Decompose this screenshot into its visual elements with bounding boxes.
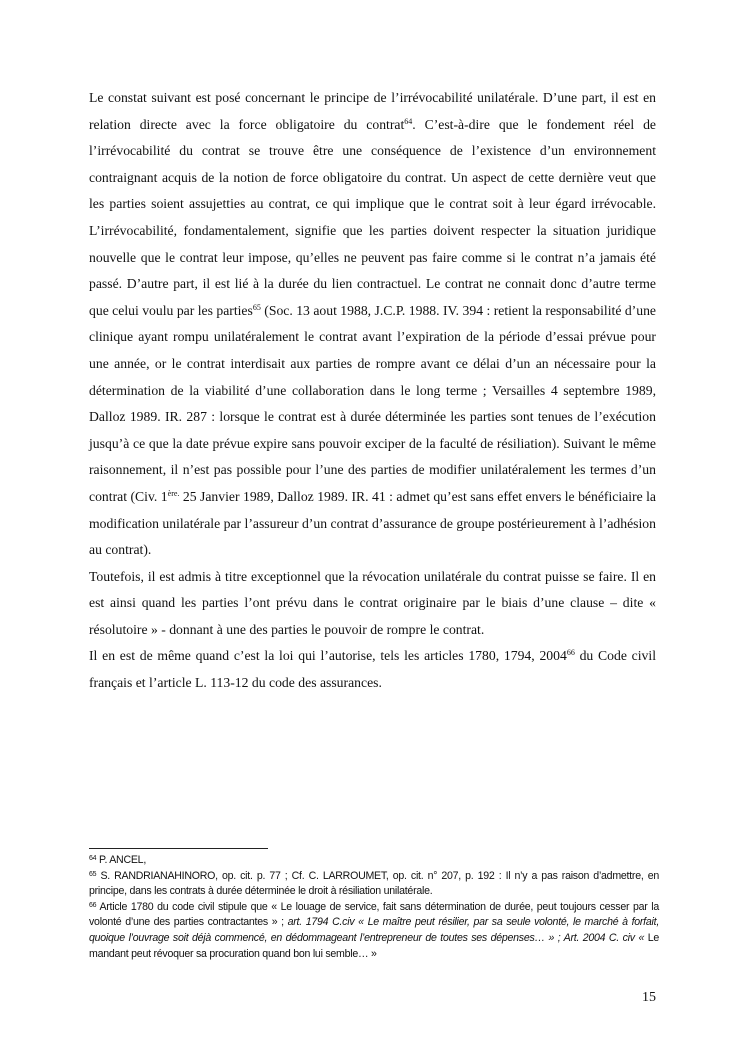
paragraph-text: (Soc. 13 aout 1988, J.C.P. 1988. IV. 394 : retient la responsabilité d’une clinique ayant rompu unilatéralement le contrat avant l’expiration de la période d’essai prévue pour une année, or le contrat interdisait aux parties de rompre avant ce délai d’un an nécessaire pour la détermination de la viabilité d’une collaboration dans le long terme ; Versailles 4 septembre 1989, Dalloz 1989. IR. 287 : lorsque le contrat est à durée déterminée les parties sont tenues de l’exécution jusqu’à ce que la date prévue expire sans pouvoir exciper de la faculté de résiliation). Suivant le même raisonnement, il n’est pas possible pour l’une des parties de modifier unilatéralement les termes d’un contrat (Civ. 1: [89, 302, 656, 504]
footnote-65: [89, 869, 659, 900]
paragraph-text: du Code civil français et l’article L. 113-12 du code des assurances.: [89, 648, 656, 691]
footnote-text: Article 1780 du code civil stipule que « Le louage de service, fait sans détermination de durée, peut toujours cesser par la volonté d’une des parties contractantes » ;: [89, 900, 659, 929]
footnote-ref-64[interactable]: 64: [404, 116, 413, 126]
paragraph-exception: Toutefois, il est admis à titre exceptionnel que la révocation unilatérale du contrat puisse se faire. Il en est ainsi quand les parties l’ont prévu dans le contrat originaire par le biais d’une clause – dite « résolutoire » - donnant à une des parties le pouvoir de rompre le contrat.: [89, 568, 656, 637]
footnote-italic-text: art. 1794 C.civ « Le maître peut résilier, par sa seule volonté, le marché à forfait, quoique l’ouvrage soit déjà commencé, en dédommageant l’entrepreneur de toutes ses dépenses… » ; Art. 2004 C. civ «: [89, 916, 660, 944]
footnote-ref-66[interactable]: 66: [566, 648, 575, 658]
footnote-number: 66: [89, 901, 97, 909]
footnote-64: [89, 853, 659, 869]
footnote-66: [89, 900, 659, 962]
footnote-text: P. ANCEL,: [96, 854, 147, 866]
paragraph-text: Il en est de même quand c’est la loi qui l’autorise, tels les articles 1780, 1794, 2004: [89, 648, 567, 664]
paragraph-text: . C’est-à-dire que le fondement réel de l’irrévocabilité du contrat se trouve être une conséquence de l’existence d’un environnement contraignant acquis de la notion de force obligatoire du contrat. Un aspect de cette dernière veut que les parties soient assujetties au contrat, ce qui implique que le contrat soit à leur égard irrévocable. L’irrévocabilité, fondamentalement, signifie que les parties doivent respecter la situation juridique nouvelle que le contrat leur impose, qu’elles ne peuvent pas faire comme si le contrat n’a jamais été passé. D’autre part, il est lié à la durée du lien contractuel. Le contrat ne connait donc d’autre terme que celui voulu par les parties: [89, 116, 656, 318]
superscript-ere: ère.: [167, 488, 180, 498]
paragraph-law: [89, 643, 656, 696]
paragraph-text: Le constat suivant est posé concernant le principe de l’irrévocabilité unilatérale. D’une part, il est en relation directe avec la force obligatoire du contrat: [89, 90, 656, 132]
paragraph-text: 25 Janvier 1989, Dalloz 1989. IR. 41 : admet qu’est sans effet envers le bénéficiaire la modification unilatérale par l’assureur d’un contrat d’assurance de groupe postérieurement à l’adhésion au contrat).: [89, 488, 656, 558]
footnotes: [89, 853, 659, 962]
footnote-number: 65: [89, 870, 97, 878]
footnote-ref-65[interactable]: 65: [252, 302, 261, 312]
footnote-text: S. RANDRIANAHINORO, op. cit. p. 77 ; Cf. C. LARROUMET, op. cit. n° 207, p. 192 : Il n’y a pas raison d’admettre, en principe, dans les contrats à durée déterminée le droit à résiliation unilatérale.: [89, 869, 659, 898]
page-number: 15: [642, 990, 656, 1005]
body-text: [89, 85, 656, 697]
footnote-number: 64: [89, 855, 97, 862]
footnote-separator: [89, 848, 268, 849]
footnote-text: Le mandant peut révoquer sa procuration quand bon lui semble… »: [89, 931, 659, 960]
paragraph-irrevocability: [89, 85, 656, 564]
